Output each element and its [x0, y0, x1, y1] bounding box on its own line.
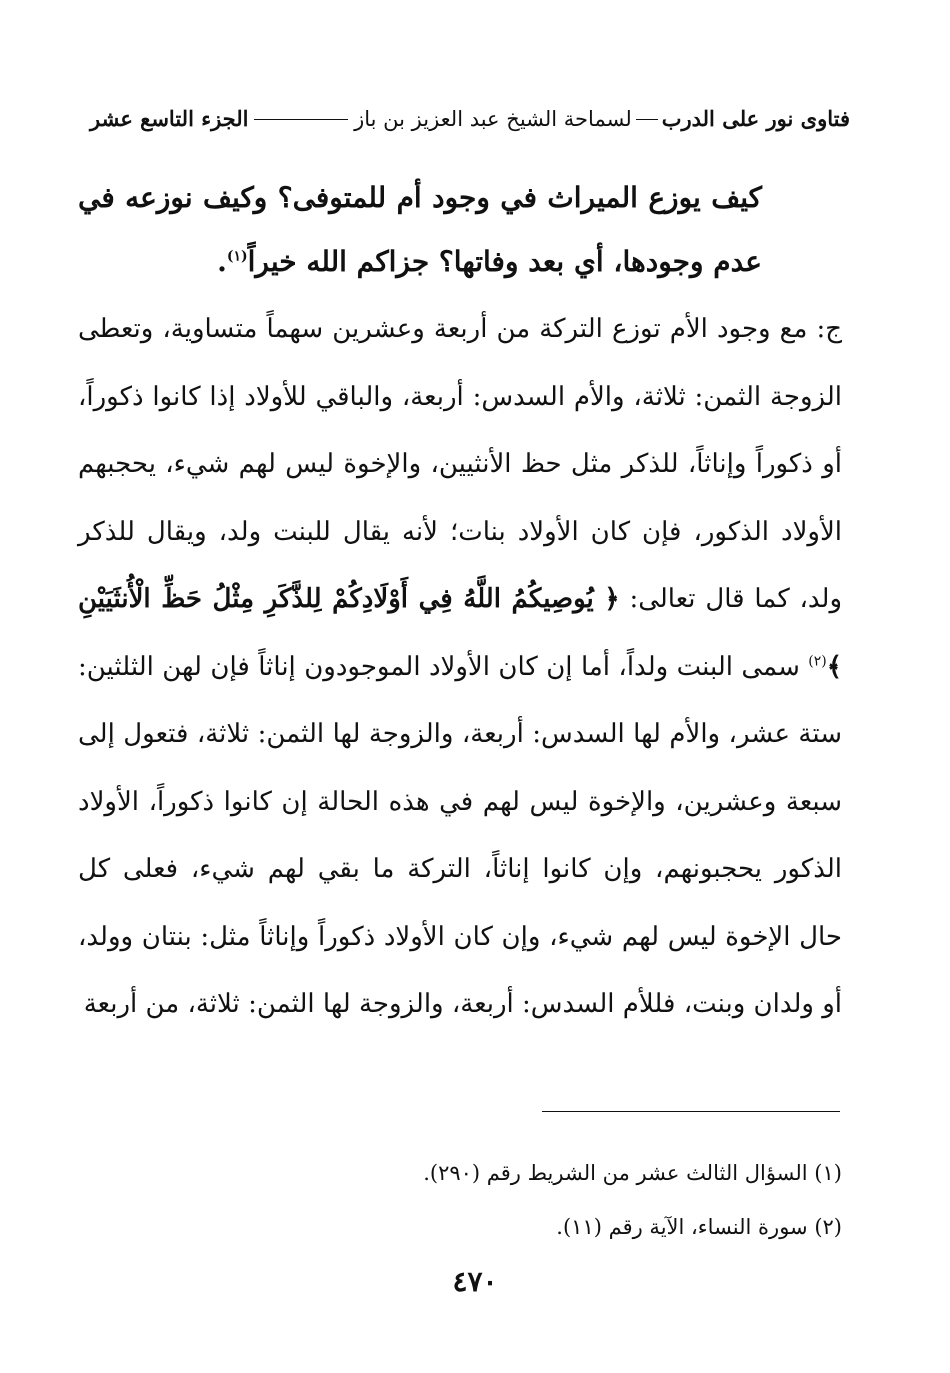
footnote-2: (٢) سورة النساء، الآية رقم (١١). — [556, 1215, 842, 1239]
question-end: . — [217, 245, 227, 278]
footnotes — [300, 1146, 842, 1254]
footnote-ref-1: (١) — [226, 248, 248, 265]
page-number: ٤٧٠ — [452, 1265, 498, 1298]
book-title: فتاوى نور على الدرب — [661, 106, 850, 131]
question-paragraph — [78, 166, 762, 294]
footnote-separator — [542, 1111, 840, 1112]
running-header — [90, 104, 850, 134]
quran-verse: ﴿ يُوصِيكُمُ اللَّهُ فِي أَوْلَادِكُمْ لِلذَّكَرِ مِثْلُ حَظِّ الْأُنثَيَيْنِ ﴾ — [78, 584, 842, 682]
answer-paragraph — [78, 296, 842, 1039]
volume-label: الجزء التاسع عشر — [90, 106, 249, 131]
footnote-1: (١) السؤال الثالث عشر من الشريط رقم (٢٩٠). — [423, 1161, 842, 1185]
book-author: لسماحة الشيخ عبد العزيز بن باز — [354, 107, 632, 131]
answer-text-part1: ج: مع وجود الأم توزع التركة من أربعة وعشرين سهماً متساوية، وتعطى الزوجة الثمن: ثلاثة، والأم السدس: أربعة، والباقي للأولاد إذا كانوا ذكوراً، أو ذكوراً وإناثاً، للذكر مثل حظ الأنثيين، والإخوة ليس لهم شيء، يحجبهم الأولاد الذكور، فإن كان الأولاد بنات؛ لأنه يقال للبنت ولد، ويقال للذكر ولد، كما قال تعالى: — [78, 314, 843, 614]
footnote-ref-2: (٢) — [808, 652, 827, 669]
question-text: كيف يوزع الميراث في وجود أم للمتوفى؟ وكيف نوزعه في عدم وجودها، أي بعد وفاتها؟ جزاكم الله خيراً — [78, 181, 762, 278]
answer-text-part2: سمى البنت ولداً، أما إن كان الأولاد الموجودون إناثاً فإن لهن الثلثين: ستة عشر، والأم لها السدس: أربعة، والزوجة لها الثمن: ثلاثة، فتعول إلى سبعة وعشرين، والإخوة ليس لهم في هذه الحالة إن كانوا ذكوراً، الأولاد الذكور يحجبونهم، وإن كانوا إناثاً، التركة ما بقي لهم شيء، فعلى كل حال الإخوة ليس لهم شيء، وإن كان الأولاد ذكوراً وإناثاً مثل: بنتان وولد، أو ولدان وبنت، فللأم السدس: أربعة، والزوجة لها الثمن: ثلاثة، من أربعة — [78, 651, 842, 1019]
header-dash — [636, 119, 658, 120]
header-rule — [254, 119, 348, 120]
